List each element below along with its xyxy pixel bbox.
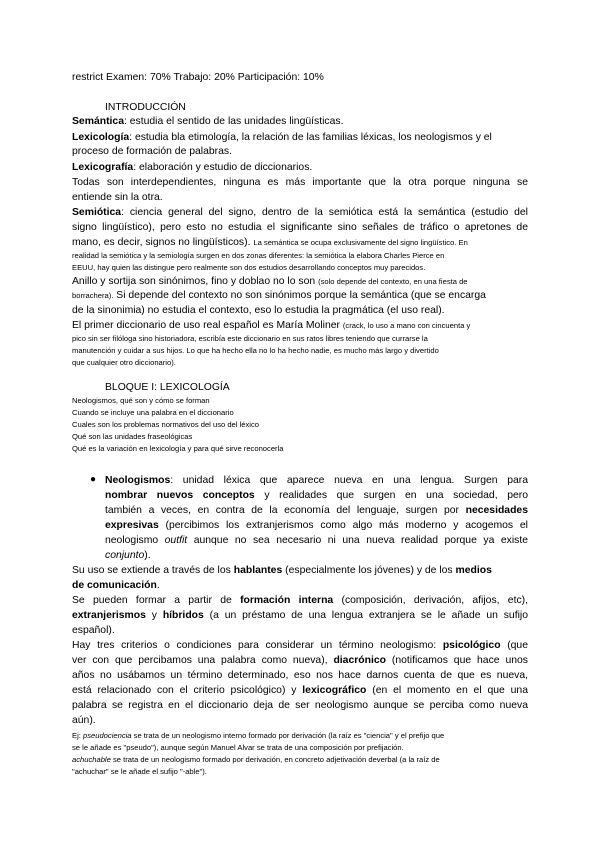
neologismos-line-6: conjunto). (105, 550, 151, 561)
semiotica-line-1: Semiótica: ciencia general del signo, dentro de la semiótica está la semántica (estudio del (72, 207, 528, 218)
semiotica-line-2: signo lingüístico), pero esto no estudia el significante sino señales de tráfico o apretones de (72, 222, 528, 233)
extension-line-1: Su uso se extiende a través de los hablantes (especialmente los jóvenes) y de los medios (72, 565, 492, 576)
interdependence-line-2: entiende sin la otra. (72, 192, 163, 203)
criteria-line-3: años no usábamos un término determinado, eso nos hace darnos cuenta de que es nueva, (72, 670, 528, 681)
bullet-icon: ● (90, 474, 97, 485)
neologismos-line-3: también a veces, en contra de la economía del lenguaje, surgen por necesidades (105, 505, 528, 516)
topic-item: Cuales son los problemas normativos del uso del léxico (72, 420, 259, 429)
moliner-note-3: manutención y cuidar a sus hijos. Lo que ha hecho ella no lo ha hecho nadie, es mucho más largo y divertido (72, 346, 439, 355)
example-line-4: "achuchar" se le añade el sufijo "-able"). (72, 767, 207, 776)
criteria-line-1: Hay tres criterios o condiciones para considerar un término neologismo: psicológico (que (72, 640, 528, 651)
anillo-line-3: de la sinonimia) no estudia el contexto, eso lo estudia la pragmática (el uso real). (72, 305, 445, 316)
topic-item: Qué son las unidades fraseológicas (72, 432, 193, 441)
semiotica-note-2: realidad la semiótica y la semiología surgen en dos zonas diferentes: la semiótica la elabora Charles Pierce en (72, 251, 445, 260)
lexicologia-term: Lexicología (72, 132, 130, 143)
semantica-term: Semántica (72, 116, 124, 127)
lexicografia-definition: Lexicografía: elaboración y estudio de diccionarios. (72, 162, 313, 173)
semiotica-note-3: EEUU, hay quien las distingue pero realmente son dos estudios desarrollando conceptos muy parecidos. (72, 263, 426, 272)
anillo-line-1: Anillo y sortija son sinónimos, fino y doblao no lo son (solo depende del contexto, en una fiesta de (72, 276, 468, 287)
moliner-note-2: pico sin ser filóloga sino historiadora, escribía este diccionario en sus ratos libres teniendo que currarse la (72, 334, 428, 343)
example-line-3: achuchable se trata de un neologismo formado por derivación, en concreto adjetivación deverbal (a la raíz de (72, 755, 440, 764)
topic-item: Qué es la variación en lexicología y para qué sirve reconocerla (72, 444, 284, 453)
topic-item: Neologismos, qué son y cómo se forman (72, 396, 210, 405)
example-line-2: se le añade es "pseudo"), aunque según Manuel Alvar se trata de una composición por prefijación. (72, 743, 404, 752)
criteria-line-4: está relacionado con el criterio psicológico) y lexicográfico (en el momento en el que una (72, 685, 528, 696)
criteria-line-6: aún). (72, 715, 96, 726)
anillo-line-2: borrachera). Si depende del contexto no son sinónimos porque la semántica (que se encarga (72, 290, 486, 301)
semiotica-term: Semiótica (72, 207, 122, 218)
topic-item: Cuando se incluye una palabra en el diccionario (72, 408, 234, 417)
semantica-definition: Semántica: estudia el sentido de las unidades lingüísticas. (72, 116, 344, 127)
formation-line-1: Se pueden formar a partir de formación interna (composición, derivación, afijos, etc), (72, 595, 529, 606)
bloque-heading: BLOQUE I: LEXICOLOGÍA (105, 382, 230, 393)
neologismos-line-4: expresivas (percibimos los extranjerismos como algo más moderno y acogemos el (105, 520, 528, 531)
lexicografia-term: Lexicografía (72, 162, 134, 173)
grading-line: restrict Examen: 70% Trabajo: 20% Participación: 10% (72, 72, 324, 83)
lexicologia-definition-cont: proceso de formación de palabras. (72, 146, 232, 157)
formation-line-3: español). (72, 625, 115, 636)
semiotica-note-inline: La semántica se ocupa exclusivamente del signo lingüístico. En (253, 238, 468, 247)
example-line-1: Ej: pseudociencia se trata de un neologismo interno formado por derivación (la raíz es "ciencia" y el prefijo que (72, 731, 445, 740)
moliner-note-4: que cualquier otro diccionario). (72, 358, 176, 367)
moliner-line-1: El primer diccionario de uso real español es María Moliner (crack, lo uso a mano con cincuenta y (72, 320, 471, 331)
formation-line-2: extranjerismos y híbridos (a un préstamo de una lengua extranjera se le añade un sufijo (72, 610, 528, 621)
neologismos-line-2: nombrar nuevos conceptos y realidades que surgen en una sociedad, pero (105, 490, 529, 501)
interdependence-line-1: Todas son interdependientes, ninguna es más importante que la otra porque ninguna se (72, 177, 528, 188)
lexicologia-definition: Lexicología: estudia bla etimología, la relación de las familias léxicas, los neologismos y el (72, 132, 492, 143)
extension-line-2: de comunicación. (72, 580, 160, 591)
neologismos-term: Neologismos (105, 475, 171, 486)
neologismos-line-1: Neologismos: unidad léxica que aparece nueva en una lengua. Surgen para (105, 475, 528, 486)
criteria-line-5: palabra se registra en el diccionario deja de ser neologismo aunque se perciba como nueva (72, 700, 528, 711)
semiotica-line-3: mano, es decir, signos no lingüísticos). La semántica se ocupa exclusivamente del signo lingüístico. En (72, 237, 468, 248)
neologismos-line-5: neologismo outfit aunque no sea necesario ni una nueva realidad porque ya existe (105, 535, 529, 546)
criteria-line-2: ver con que percibamos una palabra como nueva), diacrónico (notificamos que hace unos (72, 655, 528, 666)
intro-heading: INTRODUCCIÓN (105, 102, 186, 113)
